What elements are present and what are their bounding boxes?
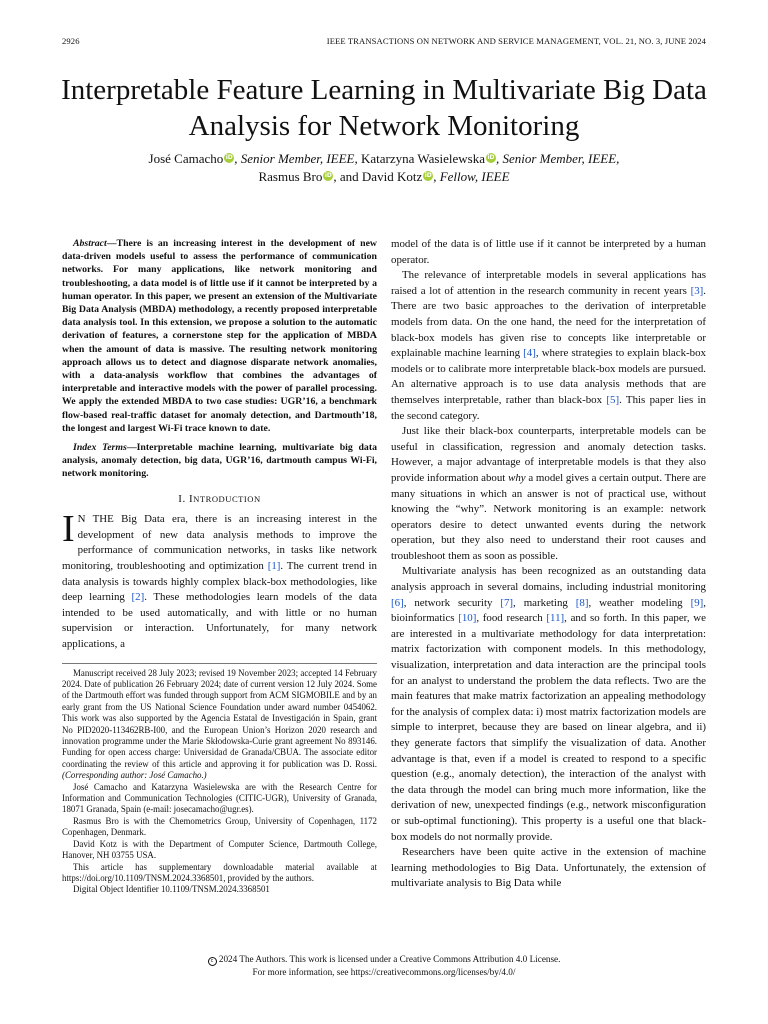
footnote-affiliation-1: José Camacho and Katarzyna Wasielewska are with the Research Centre for Information and Communication Technologies (CITIC-UGR), University of Granada, 18071 Granada, Spain (e-mail: josecamacho@ugr.es). bbox=[62, 781, 377, 815]
citation-link[interactable]: [11] bbox=[546, 612, 565, 625]
paragraph-text: . This paper lies in the second category. bbox=[391, 393, 706, 422]
right-column bbox=[391, 237, 706, 892]
paragraph-text: a model gives a certain output. There are many situations in which an answer is not of practical use, without knowing the “why”. Network monitoring is an example: network operators desire to detect unwanted events during the network operation, but they also need to understand their root causes and troubleshoot them as soon as possible. bbox=[391, 471, 706, 562]
footnote-affiliation-2: Rasmus Bro is with the Chemometrics Group, University of Copenhagen, 1172 Copenhagen, Denmark. bbox=[62, 815, 377, 838]
author-name: Rasmus Bro bbox=[258, 169, 323, 184]
paragraph-text: . These methodologies learn models of the data intended to be used automatically, and with little or no human supervision or interaction. Unfortunately, for many network applications, a bbox=[62, 591, 377, 650]
abstract bbox=[62, 237, 377, 435]
paragraph-text: N THE Big Data era, there is an increasing interest in the development of new data analysis methods to improve the performance of communication networks, in tasks like network monitoring, troubleshooting and optimization bbox=[62, 513, 377, 573]
paragraph-text: , food research bbox=[476, 612, 547, 625]
paragraph-text: , bioinformatics bbox=[391, 596, 706, 625]
footnote-doi: Digital Object Identifier 10.1109/TNSM.2024.3368501 bbox=[73, 884, 270, 895]
index-terms-text: —Interpretable machine learning, multivariate big data analysis, anomaly detection, big data, UGR’16, dartmouth campus Wi-Fi, network monitoring. bbox=[62, 442, 377, 480]
corresponding-author: (Corresponding author: José Camacho.) bbox=[62, 770, 207, 781]
paragraph-text: Just like their black-box counterparts, interpretable models can be useful in classification, regression and anomaly detection tasks. However, a major advantage of interpretable models is that they also provide information about bbox=[391, 425, 706, 484]
paragraph-text: The relevance of interpretable models in several applications has raised a lot of attention in the research community in recent years bbox=[391, 269, 706, 297]
paragraph-text: , where strategies to explain black-box models or to calibrate more interpretable black-box models are pursued. An alternative approach is to use data analysis methods that are themselves interpretable, rather than black-box bbox=[391, 347, 706, 406]
paper-title: Interpretable Feature Learning in Multivariate Big Data Analysis for Network Monitoring bbox=[61, 74, 707, 142]
journal-name: IEEE TRANSACTIONS ON NETWORK AND SERVICE MANAGEMENT, VOL. 21, NO. 3, JUNE 2024 bbox=[326, 36, 706, 46]
citation-link[interactable]: [2] bbox=[131, 591, 145, 604]
author-role: , Fellow, IEEE bbox=[433, 169, 510, 184]
paragraph: Researchers have been quite active in the extension of machine learning methodologies to Big Data. Unfortunately, the extension of multivariate analysis to Big Data while bbox=[391, 846, 706, 890]
license-line-2[interactable]: For more information, see https://creativecommons.org/licenses/by/4.0/ bbox=[252, 967, 516, 977]
section-heading-introduction bbox=[62, 492, 377, 508]
orcid-icon[interactable]: iD bbox=[424, 172, 432, 179]
citation-link[interactable]: [5] bbox=[606, 393, 620, 406]
copyright-icon: c bbox=[208, 957, 217, 966]
index-terms bbox=[62, 441, 377, 481]
paragraph-text: . The current trend in data analysis is towards highly complex black-box methodologies, like deep learning bbox=[62, 560, 377, 604]
abstract-label: Abstract bbox=[73, 238, 107, 249]
author-list bbox=[40, 150, 728, 186]
orcid-icon[interactable]: iD bbox=[487, 154, 495, 161]
paragraph bbox=[391, 268, 706, 424]
section-number: I. bbox=[178, 492, 189, 505]
paragraph-text: , weather modeling bbox=[588, 596, 691, 609]
orcid-icon[interactable]: iD bbox=[324, 172, 332, 179]
citation-link[interactable]: [6] bbox=[391, 596, 404, 609]
citation-link[interactable]: [7] bbox=[500, 596, 514, 609]
footnote-affiliation-3: David Kotz is with the Department of Computer Science, Dartmouth College, Hanover, NH 03755 USA. bbox=[62, 838, 377, 861]
author-role: , Senior Member, IEEE, bbox=[234, 151, 358, 166]
citation-link[interactable]: [9] bbox=[690, 596, 704, 609]
running-head bbox=[62, 36, 706, 50]
citation-link[interactable]: [8] bbox=[575, 596, 589, 609]
paragraph bbox=[391, 424, 706, 564]
emphasis: why bbox=[508, 471, 526, 484]
paragraph-text: Multivariate analysis has been recognized as an outstanding data analysis approach in several domains, including industrial monitoring bbox=[391, 565, 706, 594]
citation-link[interactable]: [4] bbox=[523, 347, 536, 360]
abstract-text: —There is an increasing interest in the development of new data-driven models useful to assess the performance of communication networks. For many applications, like network monitoring and troubleshooting, a data model is of little use if it cannot be interpreted by a human operator. In this paper, we present an extension of the Multivariate Big Data Analysis (MBDA) methodology, a recently proposed interpretable data analysis tool. In this extension, we propose a solution to the automatic derivation of features, a cornerstone step for the application of MBDA when the amount of data is massive. The resulting network monitoring approach allows us to detect and diagnose disparate network anomalies, with a data-analysis workflow that combines the advantages of interpretable and interactive models with the power of parallel processing. We apply the extended MBDA to two case studies: UGR’16, a benchmark flow-based real-traffic dataset for anomaly detection, and Dartmouth’18, the longest and largest Wi-Fi trace known to date. bbox=[62, 238, 377, 434]
license-line-1 bbox=[40, 953, 728, 966]
author-name: José Camacho bbox=[148, 151, 224, 166]
paragraph-text: . There are two basic approaches to the derivation of interpretable models from data. On the one hand, the need for the interpretation of black-box models has given rise to concepts like interpretable or explainable machine learning bbox=[391, 284, 706, 360]
citation-link[interactable]: [1] bbox=[267, 560, 281, 573]
footnote-text: Manuscript received 28 July 2023; revised 19 November 2023; accepted 14 February 2024. Date of publication 26 February 2024; date of current version 12 July 2024. Some of the Dartmouth effort was funded through support from ACM SIGMOBILE and by an early grant from the US National Science Foundation under award number 0454062. This work was also supported by the Agencia Estatal de Investigación in Spain, grant No PID2020-113462RB-I00, and the European Union’s Horizon 2020 research and innovation programme under the Marie Skłodowska-Curie grant agreement No 893146. Funding for open access charge: Universidad de Granada/CBUA. The associate editor coordinating the review of this article and approving it for publication was D. Rossi. bbox=[62, 667, 377, 769]
license-notice bbox=[40, 953, 728, 978]
section-title-rest: NTRODUCTION bbox=[193, 493, 261, 504]
intro-paragraph-1 bbox=[62, 508, 377, 652]
footnote-supplementary: This article has supplementary downloadable material available at https://doi.org/10.1109/TNSM.2024.3368501, provided by the authors. bbox=[62, 861, 377, 883]
footnotes bbox=[62, 663, 377, 896]
paragraph bbox=[391, 564, 706, 845]
author-separator: , and bbox=[333, 169, 362, 184]
author-name: David Kotz bbox=[361, 169, 423, 184]
footnote-manuscript bbox=[62, 668, 377, 782]
author-line-1 bbox=[40, 150, 728, 168]
citation-link[interactable]: [10] bbox=[458, 612, 477, 625]
license-text: 2024 The Authors. This work is licensed under a Creative Commons Attribution 4.0 License. bbox=[216, 954, 561, 964]
left-column bbox=[62, 237, 377, 896]
paragraph-text: , and so forth. In this paper, we are interested in a multivariate methodology for data interpretation: matrix factorization with component models. In this methodology, visualization, interpretation and data interaction are the principal tools for an analyst to understand the problem the data reflects. Two are the main features that make matrix factorization an appealing methodology for the analysis of complex data: i) most matrix factorization models are simple to interpret, because they are based on linear algebra, and ii) they generate factors that simplify the visualization of data. Another advantage is that, even if a model is created to respond to a specific question (e.g., anomaly detection), the interaction of the analyst with the data through the model can bring much more information, like the derivation of new, unexpected findings (e.g., network misconfiguration or sub-optimal functioning). This property is a useful one that black-box models do not normally provide. bbox=[391, 612, 706, 843]
orcid-icon[interactable]: iD bbox=[225, 154, 233, 161]
page-number: 2926 bbox=[62, 36, 80, 46]
index-terms-label: Index Terms bbox=[73, 442, 127, 454]
author-line-2 bbox=[40, 168, 728, 186]
author-name: Katarzyna Wasielewska bbox=[357, 151, 485, 166]
paragraph-text: , marketing bbox=[513, 596, 576, 609]
paragraph-text: , network security bbox=[403, 596, 501, 609]
citation-link[interactable]: [3] bbox=[690, 284, 704, 297]
author-role: , Senior Member, IEEE, bbox=[495, 151, 620, 166]
drop-cap: I bbox=[62, 508, 75, 551]
section-title-initial: I bbox=[188, 492, 194, 505]
paragraph: model of the data is of little use if it cannot be interpreted by a human operator. bbox=[391, 238, 706, 266]
